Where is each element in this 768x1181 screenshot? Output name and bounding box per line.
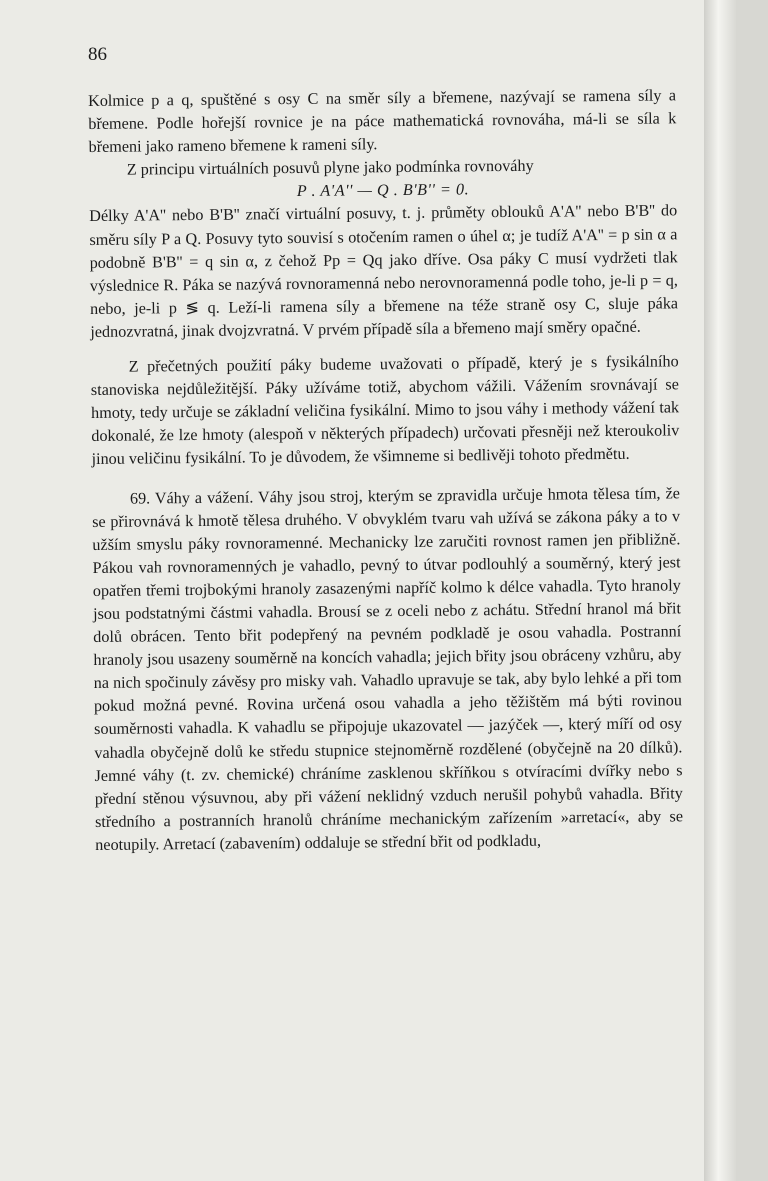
equilibrium-formula: P . A'A'' — Q . B'B'' = 0. [296,180,470,201]
page-text [88,84,683,857]
page-number: 86 [88,44,107,65]
paragraph-virtual-displacements-intro: Z principu virtuálních posuvů plyne jako podmínka rovnováhy [126,157,534,179]
paragraph-lever-arms: Kolmice p a q, spuštěné s osy C na směr síly a břemene, nazývají se ramena síly a břemene. Podle hořejší rovnice je na páce mathematická rovnováha, má-li se síla k břemeni jako rameno břemene k rameni síly. [88,86,677,157]
page-edge-shadow [704,0,736,1181]
paragraph-section-69-balances: 69. Váhy a vážení. Váhy jsou stroj, kterým se zpravidla určuje hmota tělesa tím, že se přirovnává k hmotě tělesa druhého. V obvyklém tvaru vah užívá se zákona páky a to v užším smyslu páky rovnoramenné. Mechanicky lze zaručiti rovnost ramen jen přibližně. Pákou vah rovnoramenných je vahadlo, pevný to útvar podlouhlý a souměrný, který jest opatřen třemi trojbokými hranoly zasazenými napříč kolmo k délce vahadla. Tyto hranoly jsou podstatnými částmi vahadla. Brousí se z oceli nebo z achátu. Střední hranol má břit dolů obrácen. Tento břit podepřený na pevném podkladě je osou vahadla. Postranní hranoly jsou usazeny souměrně na koncích vahadla; jejich břity jsou obráceny vzhůru, aby na nich spočinuly závěsy pro misky vah. Vahadlo upravuje se tak, aby bylo lehké a při tom pokud možná pevné. Rovina určená osou vahadla a jeho těžištěm má býti rovinou souměrnosti vahadla. K vahadlu se připojuje ukazovatel — jazýček —, který míří od osy vahadla obyčejně dolů ke středu stupnice stejnoměrně rozdělené (obyčejně na 20 dílků). Jemné váhy (t. zv. chemické) chráníme zasklenou skříňkou s otvíracími dvířky nebo s přední stěnou výsuvnou, aby při vážení neklidný vzduch nerušil pohybů vahadla. Břity středního a postranních hranolů chráníme mechanickým zařízením »arretací«, aby se neotupily. Arretací (zabavením) oddaluje se střední břit od podkladu, [92,483,684,854]
paragraph-virtual-displacements: Délky A'A'' nebo B'B'' značí virtuální posuvy, t. j. průměty oblouků A'A'' nebo B'B'' do směru síly P a Q. Posuvy tyto souvisí s otočením ramen o úhel α; je tudíž A'A'' = p sin α a podobně B'B'' = q sin α, z čehož Pp = Qq jako dříve. Osa páky C musí vydržeti tlak výslednice R. Páka se nazývá rovnoramenná nebo nerovnoramenná podle toho, je-li p = q, nebo, je-li p ≶ q. Leží-li ramena síly a břemene na téže straně osy C, sluje páka jednozvratná, jinak dvojzvratná. V prvém případě síla a břemeno mají směry opačné. [89,201,679,341]
paragraph-weighing-importance: Z přečetných použití páky budeme uvažovati o případě, který je s fysikálního stanoviska nejdůležitější. Páky užíváme totiž, abychom vážili. Vážením srovnávají se hmoty, tedy určuje se základní veličina fysikální. Mimo to jsou váhy i methody vážení tak dokonalé, že lze hmoty (alespoň v některých případech) určovati přesněji než kteroukoliv jinou veličinu fysikální. To je důvodem, že všimneme si bedlivěji tohoto předmětu. [90,352,680,469]
